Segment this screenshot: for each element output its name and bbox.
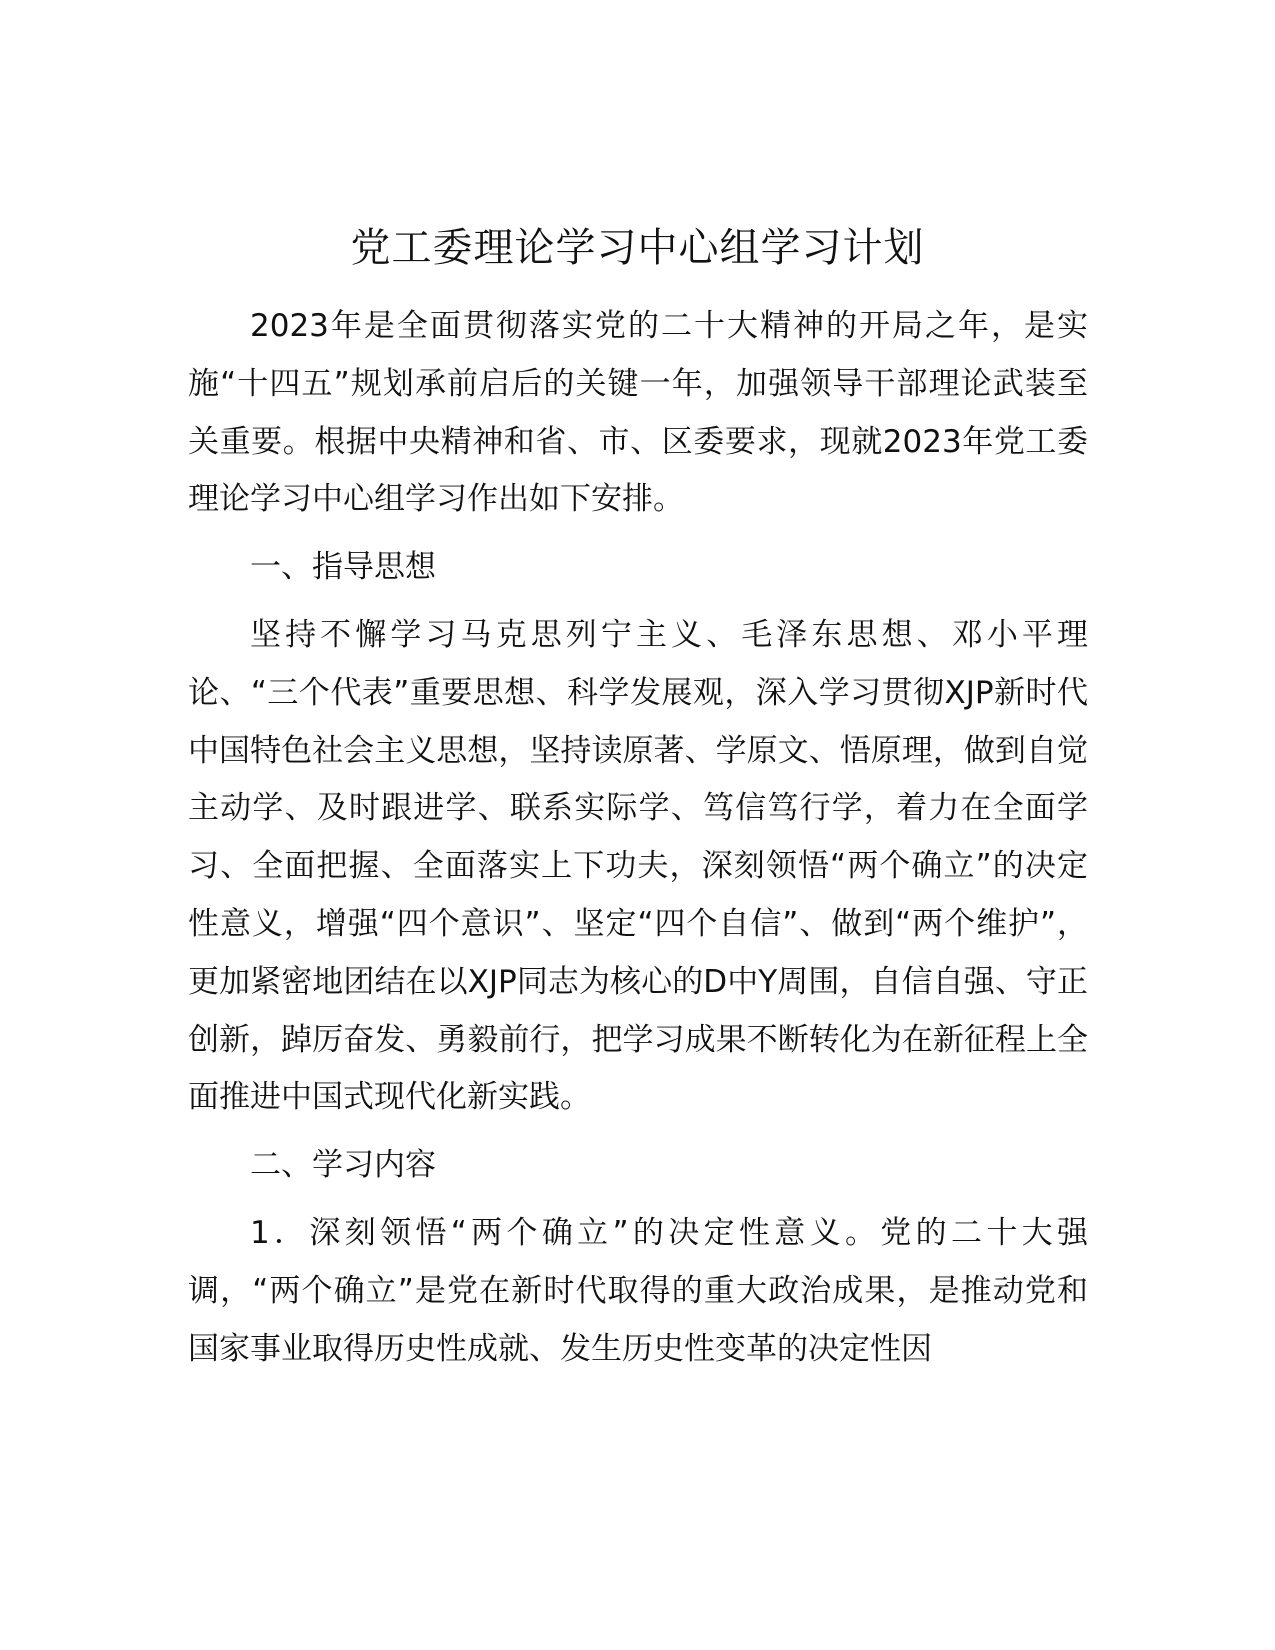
guiding-ideology-paragraph: 坚持不懈学习马克思列宁主义、毛泽东思想、邓小平理论、“三个代表”重要思想、科学发展观，深入学习贯彻XJP新时代中国特色社会主义思想，坚持读原著、学原文、悟原理，做到自觉主动学、及时跟进学、联系实际学、笃信笃行学，着力在全面学习、全面把握、全面落实上下功夫，深刻领悟“两个确立”的决定性意义，增强“四个意识”、坚定“四个自信”、做到“两个维护”，更加紧密地团结在以XJP同志为核心的D中Y周围，自信自强、守正创新，踔厉奋发、勇毅前行，把学习成果不断转化为在新征程上全面推进中国式现代化新实践。 [188,616,1088,1116]
section-heading-study-content: 二、学习内容 [250,1147,436,1184]
document-title: 党工委理论学习中心组学习计划 [350,225,925,271]
document-body [188,298,1088,1388]
study-content-item-1: 1．深刻领悟“两个确立”的决定性意义。党的二十大强调，“两个确立”是党在新时代取得的重大政治成果，是推动党和国家事业取得历史性成就、发生历史性变革的决定性因 [188,1214,1088,1367]
section-heading-guiding-ideology: 一、指导思想 [250,549,436,586]
intro-paragraph: 2023年是全面贯彻落实党的二十大精神的开局之年，是实施“十四五”规划承前启后的关键一年，加强领导干部理论武装至关重要。根据中央精神和省、市、区委要求，现就2023年党工委理论学习中心组学习作出如下安排。 [188,308,1088,518]
